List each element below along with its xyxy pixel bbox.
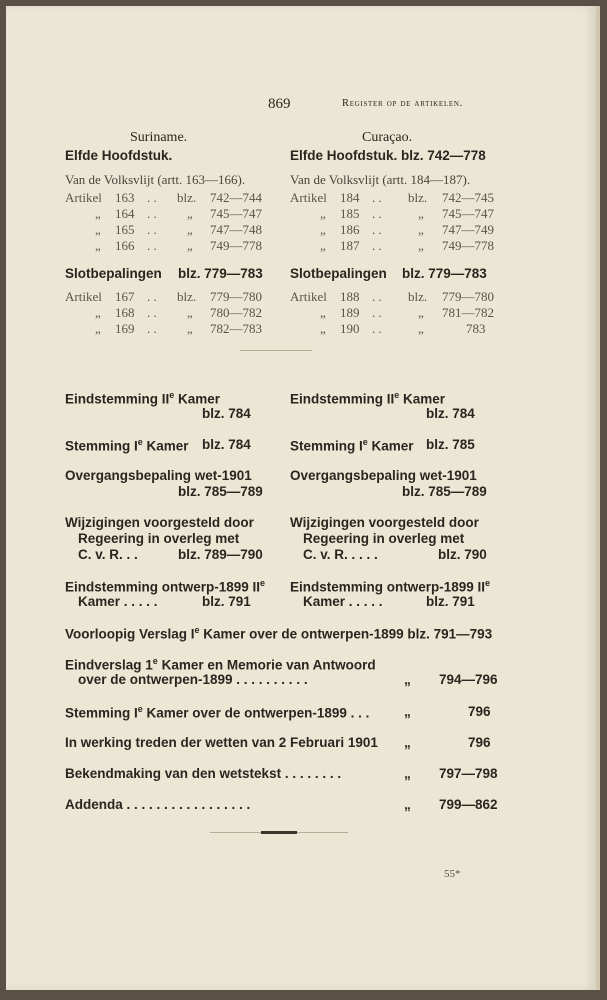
voorloopig-verslag: Voorloopig Verslag Ie Kamer over de ontwerpen-1899 blz. 791—793 [65,625,493,642]
running-title: Register op de artikelen. [342,98,463,109]
left-chapter: Elfde Hoofdstuk. [65,148,173,163]
end-rule-bar [261,831,297,834]
stemming-pages: 796 [468,704,491,719]
stemming-quote: „ [404,704,411,719]
right-slot-pages: blz. 779—783 [402,266,487,281]
right-wijz-3: C. v. R. . . . . [303,547,378,562]
section-divider [240,350,312,351]
right-eindstemming-ii-pages: blz. 784 [426,406,475,421]
left-eindstemming-ii: Eindstemming IIe Kamer [65,390,221,407]
right-wijz-pages: blz. 790 [438,547,487,562]
eindverslag-pages: 794—796 [439,672,498,687]
werking-pages: 796 [468,735,491,750]
left-overgang: Overgangsbepaling wet-1901 [65,468,252,483]
right-wijz-1: Wijzigingen voorgesteld door [290,515,479,530]
left-stemming-i: Stemming Ie Kamer [65,437,189,454]
left-eindstemming-ii-pages: blz. 784 [202,406,251,421]
left-wijz-pages: blz. 789—790 [178,547,263,562]
eindverslag-quote: „ [404,672,411,687]
werking-treden: In werking treden der wetten van 2 Februari 1901 [65,735,378,750]
left-wijz-2: Regeering in overleg met [78,531,240,546]
left-wijz-1: Wijzigingen voorgesteld door [65,515,254,530]
right-eindstemming-ii: Eindstemming IIe Kamer [290,390,446,407]
signature-mark: 55* [444,868,461,880]
eindverslag-line2: over de ontwerpen-1899 . . . . . . . . . . [78,672,308,687]
addenda: Addenda . . . . . . . . . . . . . . . . . [65,797,251,812]
right-overgang-pages: blz. 785—789 [402,484,487,499]
right-volksvlijt: Van de Volksvlijt (artt. 184—187). [290,172,471,187]
left-eind2-pages: blz. 791 [202,594,251,609]
right-slot-title: Slotbepalingen [290,266,387,281]
eindverslag-line1: Eindverslag 1e Kamer en Memorie van Antwoord [65,656,376,673]
bekendmaking: Bekendmaking van den wetstekst . . . . . . . . [65,766,342,781]
right-eind2-pages: blz. 791 [426,594,475,609]
left-volksvlijt: Van de Volksvlijt (artt. 163—166). [65,172,246,187]
werking-quote: „ [404,735,411,750]
left-title: Suriname. [130,130,188,145]
addenda-quote: „ [404,797,411,812]
left-eind2: Eindstemming ontwerp-1899 IIe [65,578,266,595]
right-wijz-2: Regeering in overleg met [303,531,465,546]
left-wijz-3: C. v. R. . . [78,547,138,562]
right-overgang: Overgangsbepaling wet-1901 [290,468,477,483]
page-number: 869 [268,96,291,112]
right-eind2: Eindstemming ontwerp-1899 IIe [290,578,491,595]
left-overgang-pages: blz. 785—789 [178,484,263,499]
left-slot-title: Slotbepalingen [65,266,162,281]
left-slot-pages: blz. 779—783 [178,266,263,281]
bekendmaking-pages: 797—798 [439,766,498,781]
right-stemming-i-pages: blz. 785 [426,437,475,452]
left-eind2-line2: Kamer . . . . . [78,594,158,609]
book-page: 869 Register op de artikelen. Suriname. Elfde Hoofdstuk. Van de Volksvlijt (artt. 163—166). Artikel 163 . . blz. 742—744 „ 164 . . „ 745—747 „ 165 . . „ 747—748 „ 166 . . „ 749—778 Slotbepalingen blz. 779—783 Artikel 167 . . blz. 779—780 „ 168 . . „ 780—782 „ 169 . . „ 782—783 Curaçao. Elfde Hoofdstuk. blz. 742—778 Van de Volksvlijt (artt. 184—187). Artikel 184 . . blz. 742—745 „ 185 . . „ 745—747 „ 186 . . „ 747—749 „ 187 . . „ 749—778 Slotbepalingen blz. 779—783 Artikel 188 . . blz. 779—780 „ 189 . . „ 781—782 „ 190 . . „ 783 Eindstemming IIe Kamer blz. 784 Stemming Ie Kamer blz. 784 Overgangsbepaling wet-1901 blz. 785—789 Wijzigingen voorgesteld door Regeering in overleg met C. v. R. . . blz. 789—790 Eindstemming ontwerp-1899 IIe Kamer . . . . . blz. 791 Eindstemming IIe Kamer blz. 784 Stemming Ie Kamer blz. 785 Overgangsbepaling wet-1901 blz. 785—789 Wijzigingen voorgesteld door Regeering in overleg met C. v. R. . . . . blz. 790 Eindstemming ontwerp-1899 IIe Kamer . . . . . blz. 791 Voorloopig Verslag Ie Kamer over de ontwerpen-1899 blz. 791—793 Eindverslag 1e Kamer en Memorie van Antwoord over de ontwerpen-1899 . . . . . . . . . . „ 794—796 Stemming Ie Kamer over de ontwerpen-1899 . . . „ 796 In werking treden der wetten van 2 Februari 1901 „ 796 Bekendmaking van den wetstekst . . . . . . . . „ 797—798 Addenda . . . . . . . . . . . . . . . . . „ 799—862 55* [6,6,600,990]
stemming-ontwerpen: Stemming Ie Kamer over de ontwerpen-1899 . . . [65,704,370,721]
right-eind2-line2: Kamer . . . . . [303,594,383,609]
addenda-pages: 799—862 [439,797,498,812]
right-title: Curaçao. [362,130,413,145]
right-stemming-i: Stemming Ie Kamer [290,437,414,454]
left-stemming-i-pages: blz. 784 [202,437,251,452]
bekendmaking-quote: „ [404,766,411,781]
right-chapter: Elfde Hoofdstuk. blz. 742—778 [290,148,486,163]
